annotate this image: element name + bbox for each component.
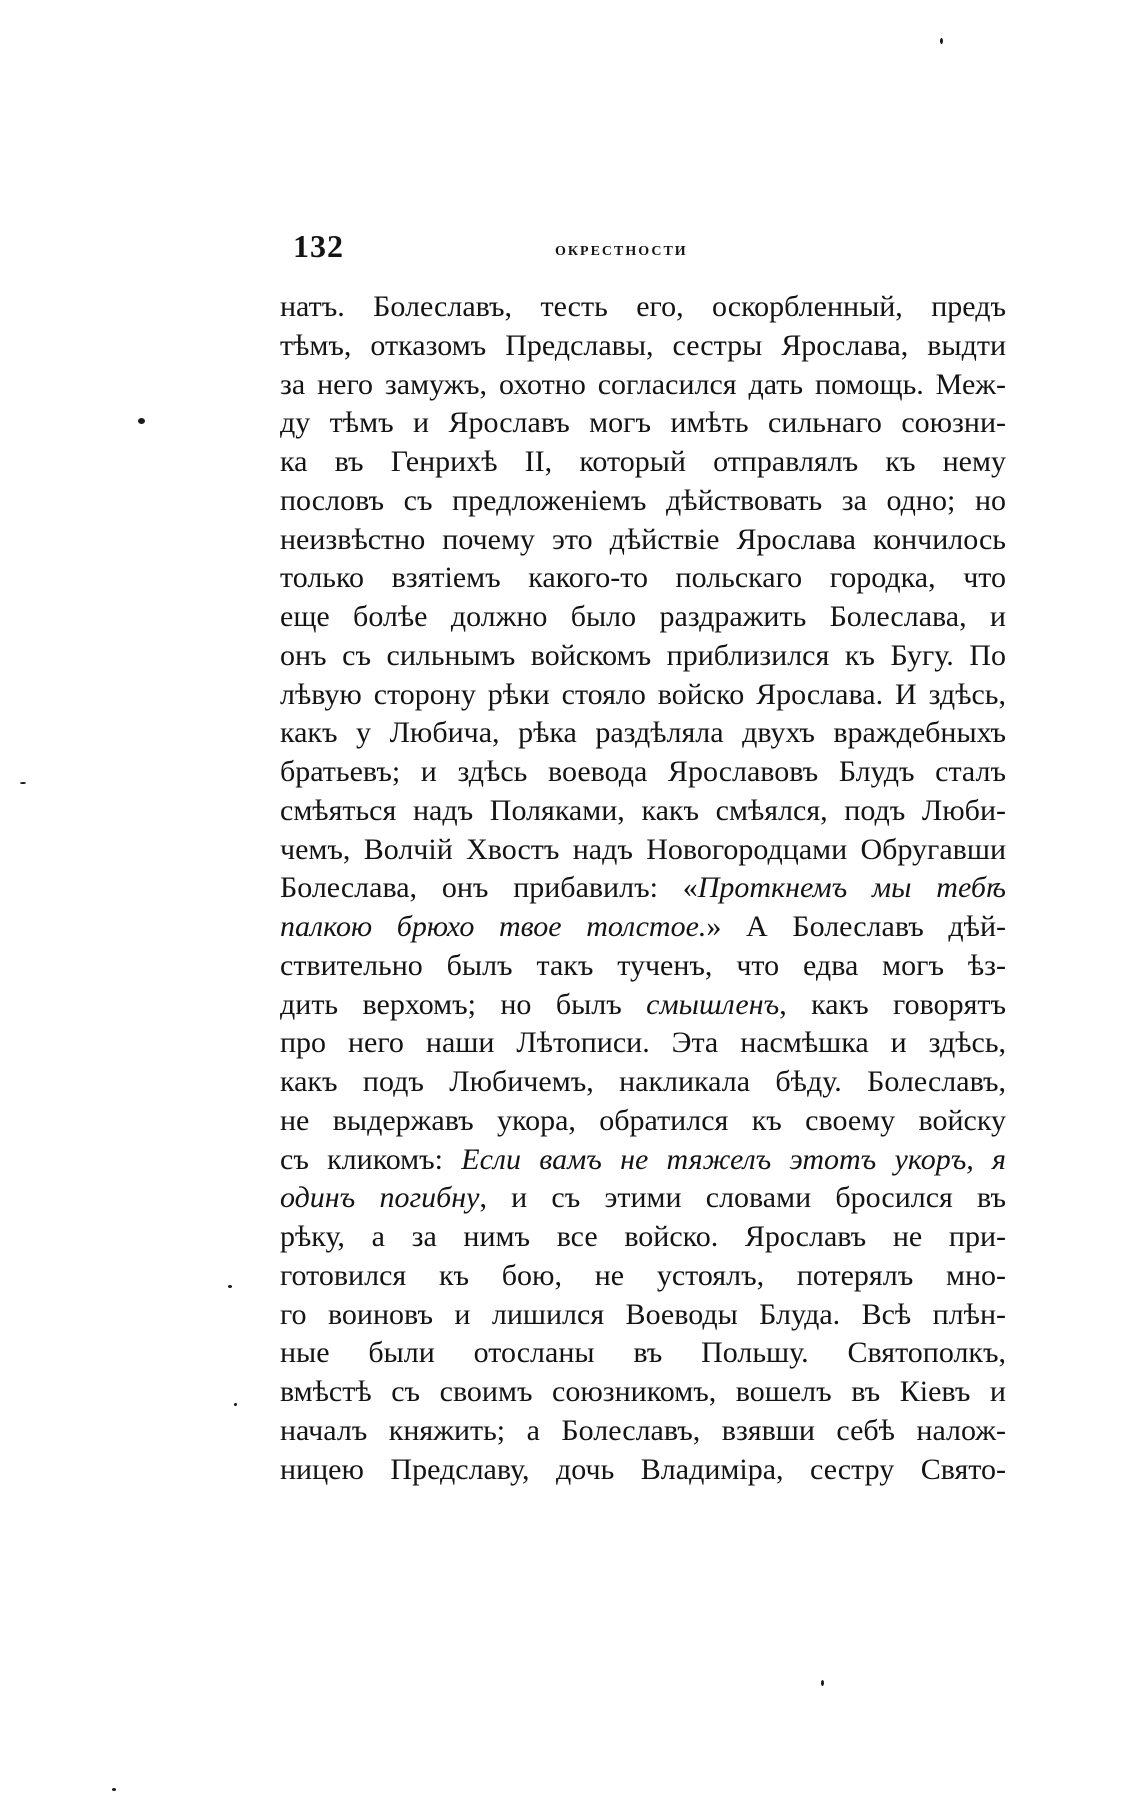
text-segment: про него наши Лѣтописи. Эта насмѣшка и здѣсь, bbox=[280, 1026, 1006, 1060]
text-segment: только взятіемъ какого-то польскаго городка, что bbox=[280, 561, 1006, 595]
text-line bbox=[280, 559, 1006, 598]
text-segment: вмѣстѣ съ своимъ союзникомъ, вошелъ въ Кіевъ и bbox=[280, 1375, 1006, 1408]
text-segment: началъ княжить; а Болеславъ, взявши себѣ налож- bbox=[280, 1413, 1006, 1447]
text-line bbox=[280, 1179, 1006, 1218]
text-line bbox=[280, 869, 1006, 908]
scan-speck bbox=[821, 1680, 824, 1686]
text-segment: чемъ, Волчій Хвостъ надъ Новогородцами Обругавши bbox=[280, 832, 1006, 866]
text-line bbox=[280, 1412, 1006, 1451]
text-line bbox=[280, 947, 1006, 986]
scan-speck bbox=[112, 1788, 116, 1791]
text-line bbox=[280, 598, 1006, 637]
text-segment: онъ съ сильнымъ войскомъ приблизился къ Бугу. По bbox=[280, 638, 1006, 672]
text-segment: ницею Предславу, дочь Владиміра, сестру Свято- bbox=[280, 1452, 1006, 1486]
scan-speck bbox=[138, 418, 145, 424]
text-segment: лѣвую сторону рѣки стояло войско Ярослава. И здѣсь, bbox=[280, 677, 1006, 711]
italic-segment: палкою брюхо твое толстое. bbox=[280, 910, 707, 943]
text-line bbox=[280, 714, 1006, 753]
running-head bbox=[283, 228, 1003, 268]
text-segment: ные были отосланы въ Польшу. Святополкъ, bbox=[280, 1336, 1006, 1370]
text-segment: пословъ съ предложеніемъ дѣйствовать за одно; но bbox=[280, 483, 1006, 517]
text-segment: ду тѣмъ и Ярославъ могъ имѣть сильнаго союзни- bbox=[280, 406, 1006, 440]
text-line bbox=[280, 1102, 1006, 1141]
text-segment: тѣмъ, отказомъ Предславы, сестры Ярослава, выдти bbox=[280, 328, 1006, 362]
scan-speck bbox=[940, 38, 943, 44]
page-number: 132 bbox=[293, 228, 344, 264]
text-line bbox=[280, 443, 1006, 482]
text-segment: натъ. Болеславъ, тесть его, оскорбленный, предъ bbox=[280, 290, 1006, 323]
text-line bbox=[280, 521, 1006, 560]
text-segment: еще болѣе должно было раздражить Болеслава, и bbox=[280, 600, 1006, 633]
text-segment: не выдержавъ укора, обратился къ своему войску bbox=[280, 1103, 1006, 1137]
text-line bbox=[280, 908, 1006, 947]
text-line bbox=[280, 327, 1006, 366]
text-segment: смѣяться надъ Поляками, какъ смѣялся, подъ Люби- bbox=[280, 793, 1006, 827]
text-segment: , и съ этими словами бросился въ bbox=[479, 1181, 1006, 1215]
italic-segment: одинъ погибну bbox=[280, 1181, 480, 1215]
text-segment: братьевъ; и здѣсь воевода Ярославовъ Блудъ сталъ bbox=[280, 755, 1006, 788]
text-line bbox=[280, 1373, 1006, 1412]
text-line bbox=[280, 1334, 1006, 1373]
text-segment: съ кликомъ: bbox=[280, 1142, 462, 1176]
text-line bbox=[280, 676, 1006, 715]
italic-segment: Проткнемъ мы тебѣ bbox=[697, 871, 1006, 905]
text-segment: рѣку, а за нимъ все войско. Ярославъ не при- bbox=[280, 1220, 1006, 1253]
text-line bbox=[280, 1063, 1006, 1102]
text-segment: какъ у Любича, рѣка раздѣляла двухъ враждебныхъ bbox=[280, 716, 1006, 750]
text-line bbox=[280, 831, 1006, 870]
text-segment: , какъ говорятъ bbox=[779, 987, 1007, 1021]
body-text bbox=[280, 288, 1006, 1489]
text-segment: за него замужъ, охотно согласился дать помощь. Меж- bbox=[280, 367, 1006, 401]
scan-speck bbox=[20, 782, 26, 784]
italic-segment: смышленъ bbox=[646, 987, 780, 1021]
text-segment: дить верхомъ; но былъ bbox=[280, 987, 647, 1021]
text-segment: го воиновъ и лишился Воеводы Блуда. Всѣ плѣн- bbox=[280, 1297, 1006, 1331]
section-title: окрестности bbox=[555, 238, 688, 260]
text-line bbox=[280, 1257, 1006, 1296]
text-segment: » А Болеславъ дѣй- bbox=[706, 910, 1006, 943]
text-line bbox=[280, 404, 1006, 443]
text-line bbox=[280, 1451, 1006, 1490]
text-line bbox=[280, 753, 1006, 792]
text-line bbox=[280, 1024, 1006, 1063]
text-segment: неизвѣстно почему это дѣйствіе Ярослава кончилось bbox=[280, 522, 1006, 556]
text-line bbox=[280, 637, 1006, 676]
text-segment: ствительно былъ такъ тученъ, что едва могъ ѣз- bbox=[280, 948, 1006, 982]
text-line bbox=[280, 288, 1006, 327]
text-line bbox=[280, 1296, 1006, 1335]
scan-speck bbox=[228, 1285, 232, 1288]
scan-speck bbox=[234, 1403, 237, 1406]
text-line bbox=[280, 482, 1006, 521]
italic-segment: Если вамъ не тяжелъ этотъ укоръ, я bbox=[461, 1142, 1006, 1176]
text-segment: Болеслава, онъ прибавилъ: « bbox=[280, 871, 698, 905]
text-line bbox=[280, 1141, 1006, 1180]
text-segment: ка въ Генрихѣ II, который отправлялъ къ нему bbox=[280, 445, 1006, 478]
text-segment: готовился къ бою, не устоялъ, потерялъ мно- bbox=[280, 1258, 1006, 1292]
text-line bbox=[280, 792, 1006, 831]
text-line bbox=[280, 366, 1006, 405]
text-segment: какъ подъ Любичемъ, накликала бѣду. Болеславъ, bbox=[280, 1065, 1006, 1098]
text-line bbox=[280, 986, 1006, 1025]
text-line bbox=[280, 1218, 1006, 1257]
